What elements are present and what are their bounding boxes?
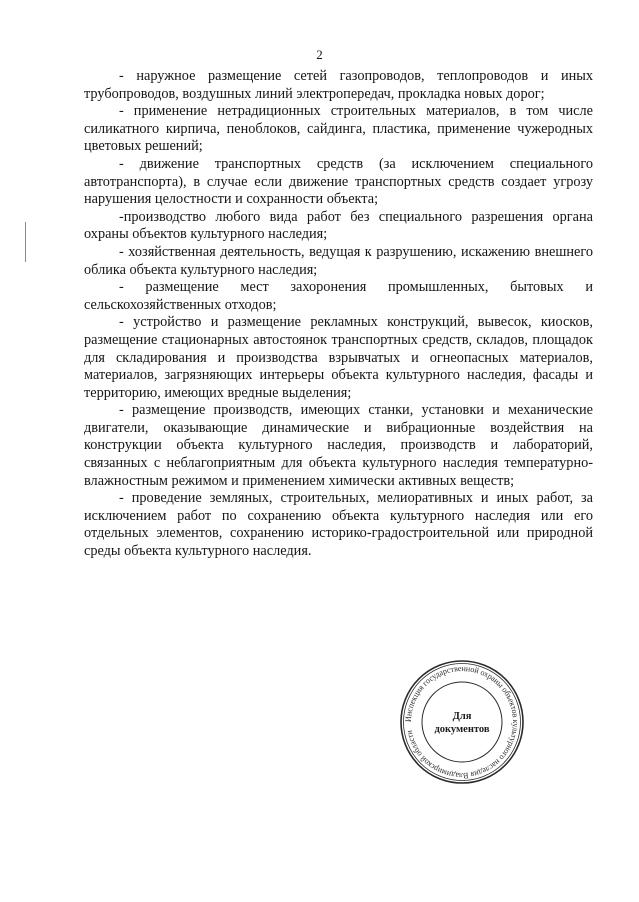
list-item: - устройство и размещение рекламных конструкций, вывесок, киосков, размещение стационарных автостоянок транспортных средств, складов, площадок для складирования и производства взрывчатых и огнеопасных материалов, материалов, загрязняющих интерьеры объекта культурного наследия, фасады и территорию, имеющих вредные выделения; xyxy=(84,314,593,401)
list-item: - хозяйственная деятельность, ведущая к разрушению, искажению внешнего облика объекта культурного наследия; xyxy=(84,243,593,278)
list-item: - движение транспортных средств (за исключением специального автотранспорта), в случае если движение транспортных средств создает угрозу нарушения целостности и сохранности объекта; xyxy=(84,155,593,208)
document-body xyxy=(84,68,593,561)
list-item: - размещение мест захоронения промышленных, бытовых и сельскохозяйственных отходов; xyxy=(84,279,593,313)
list-item: - применение нетрадиционных строительных материалов, в том числе силикатного кирпича, пеноблоков, сайдинга, пластика, применение чужеродных цветовых решений; xyxy=(84,103,593,155)
stamp-center-line2: документов xyxy=(434,724,490,735)
list-item: - размещение производств, имеющих станки, установки и механические двигатели, оказывающие динамические и вибрационные воздействия на конструкции объекта культурного наследия, производств и лабораторий, связанных с неблагоприятным для объекта культурного наследия температурно-влажностным режимом и применением химически активных веществ; xyxy=(84,402,593,489)
page-number: 2 xyxy=(316,47,323,62)
official-stamp xyxy=(398,658,526,786)
stamp-ring-text: Инспекция государственной охраны объектов культурного наследия Владимирской области xyxy=(403,663,521,781)
list-item: -производство любого вида работ без специального разрешения органа охраны объектов культурного наследия; xyxy=(84,208,593,243)
margin-mark xyxy=(25,222,26,262)
stamp-seal-icon xyxy=(398,658,526,786)
list-item: - проведение земляных, строительных, мелиоративных и иных работ, за исключением работ по сохранению объекта культурного наследия или его отдельных элементов, сохранению историко-градостроительной или природной среды объекта культурного наследия. xyxy=(84,490,593,560)
stamp-center-line1: Для xyxy=(452,711,472,722)
list-item: - наружное размещение сетей газопроводов, теплопроводов и иных трубопроводов, воздушных линий электропередач, прокладка новых дорог; xyxy=(84,68,593,102)
